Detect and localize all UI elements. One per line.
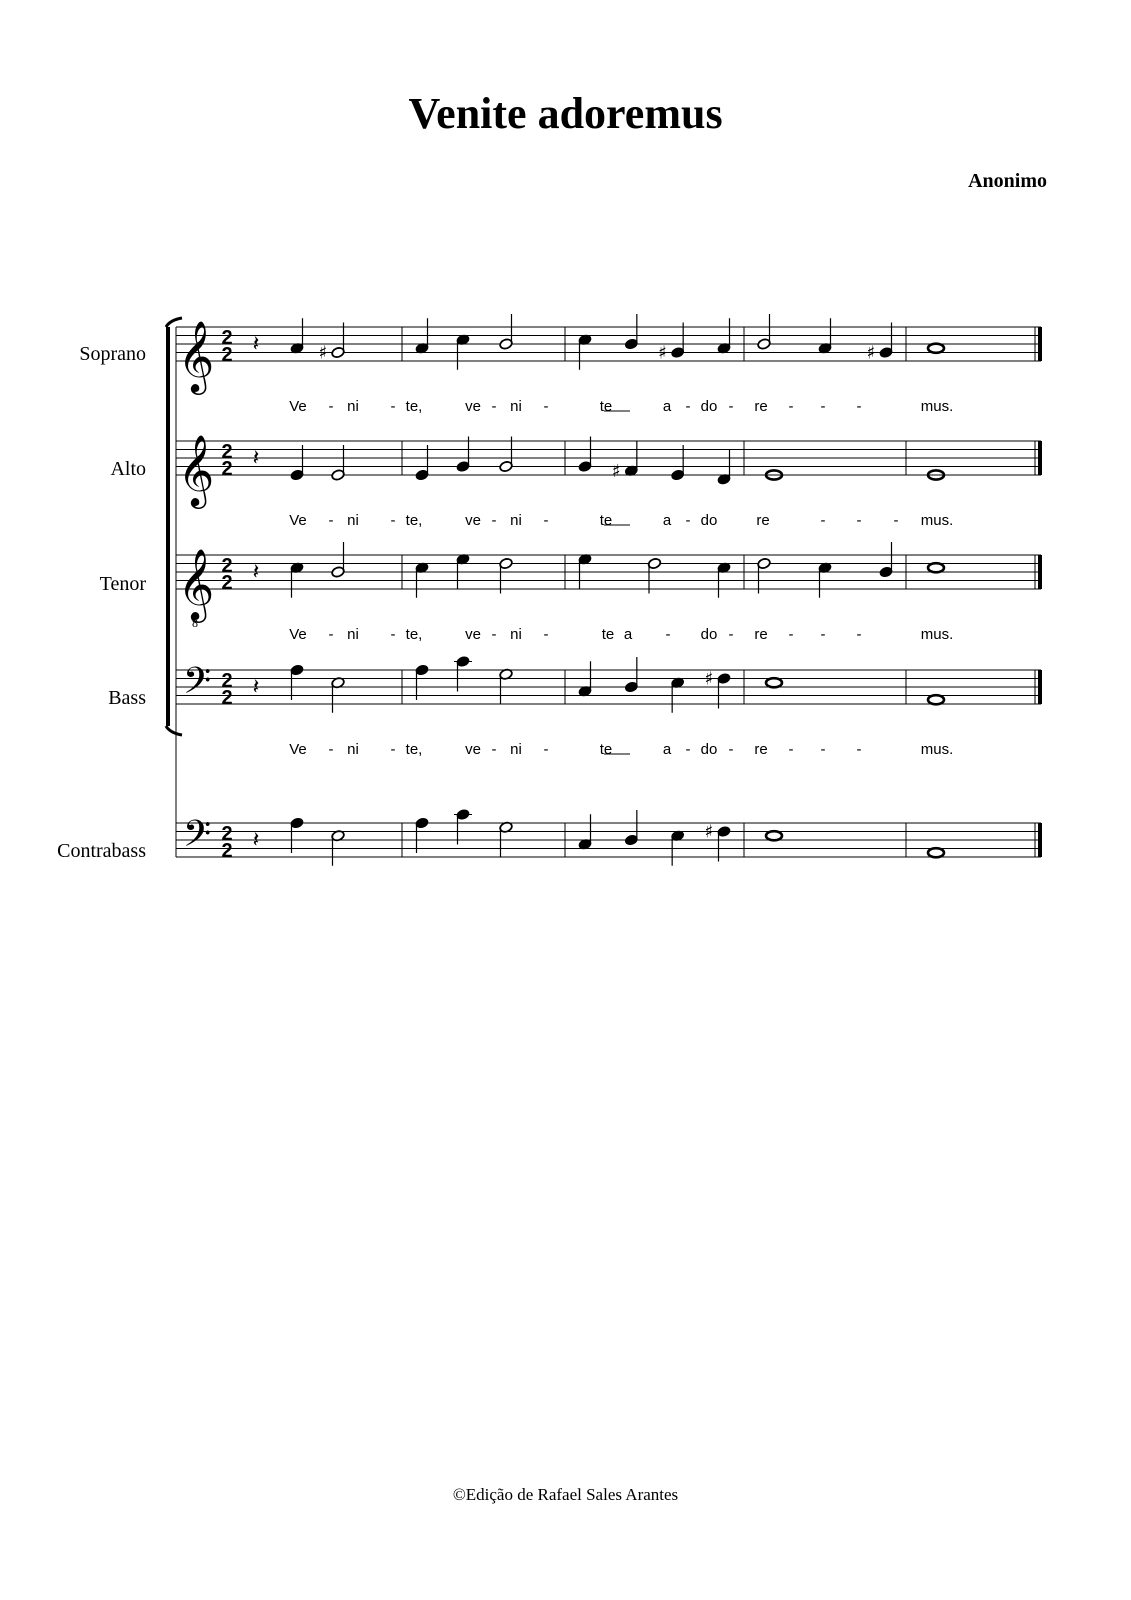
lyric-syllable: re: [754, 398, 768, 415]
page-title: Venite adoremus: [408, 89, 723, 138]
final-barline-thick: [1038, 555, 1042, 589]
bass-clef: 𝄢: [182, 660, 212, 711]
lyric-hyphen: -: [685, 512, 691, 529]
lyric-hyphen: -: [820, 398, 826, 415]
lyric-hyphen: -: [685, 398, 691, 415]
staff-soprano: [176, 327, 1042, 361]
staff-tenor: [176, 555, 1042, 589]
lyric-syllable: mus.: [920, 512, 954, 529]
lyric-syllable: Ve: [289, 512, 307, 529]
treble-clef: 𝄞: [177, 433, 215, 506]
lyric-syllable: ni: [510, 398, 522, 415]
lyric-syllable: te,: [405, 626, 423, 643]
treble-clef: 𝄞: [177, 547, 215, 620]
lyric-hyphen: -: [820, 741, 826, 758]
lyric-syllable: re: [756, 512, 770, 529]
staff-contrabass: [176, 823, 1042, 857]
lyric-syllable: a: [662, 512, 672, 529]
lyric-hyphen: -: [491, 626, 497, 643]
time-signature-denominator: 2: [221, 458, 233, 480]
lyric-syllable: ni: [347, 626, 359, 643]
lyric-hyphen: -: [543, 626, 549, 643]
lyric-hyphen: -: [390, 741, 396, 758]
time-signature-denominator: 2: [221, 840, 233, 862]
lyric-hyphen: -: [856, 398, 862, 415]
instrument-label-tenor: Tenor: [99, 573, 146, 595]
staff-alto: [176, 441, 1042, 475]
sharp-accidental: ♯: [658, 342, 668, 364]
whole-note: [928, 695, 944, 704]
lyric-hyphen: -: [728, 626, 734, 643]
staff-bass: [176, 670, 1042, 704]
lyric-syllable: mus.: [920, 741, 954, 758]
lyric-hyphen: -: [390, 626, 396, 643]
lyric-hyphen: -: [728, 741, 734, 758]
instrument-label-contrabass: Contrabass: [57, 840, 146, 862]
lyric-syllable: ve: [465, 741, 481, 758]
lyric-hyphen: -: [328, 741, 334, 758]
lyric-hyphen: -: [328, 626, 334, 643]
lyric-hyphen: -: [685, 741, 691, 758]
sharp-accidental: ♯: [704, 668, 714, 690]
lyric-syllable: ni: [510, 741, 522, 758]
lyric-hyphen: -: [543, 741, 549, 758]
time-signature-numerator: 2: [221, 555, 233, 577]
time-signature-numerator: 2: [221, 670, 233, 692]
lyric-syllable: do: [700, 398, 718, 415]
lyric-syllable: te,: [405, 398, 423, 415]
lyric-syllable: ni: [347, 741, 359, 758]
lyric-syllable: te,: [405, 512, 423, 529]
sharp-accidental: ♯: [611, 460, 621, 482]
lyric-syllable: ni: [347, 512, 359, 529]
whole-note: [928, 848, 944, 857]
lyric-syllable: Ve: [289, 398, 307, 415]
lyric-syllable: do: [700, 626, 718, 643]
lyric-syllable: a: [662, 398, 672, 415]
treble-clef: 𝄞: [177, 319, 215, 392]
bass-clef: 𝄢: [182, 813, 212, 864]
lyric-hyphen: -: [856, 626, 862, 643]
final-barline-thick: [1038, 441, 1042, 475]
final-barline-thick: [1038, 823, 1042, 857]
final-barline-thick: [1038, 327, 1042, 361]
lyric-syllable: ni: [510, 512, 522, 529]
lyric-syllable: mus.: [920, 398, 954, 415]
lyric-hyphen: -: [491, 741, 497, 758]
lyric-hyphen: -: [491, 398, 497, 415]
sharp-accidental: ♯: [866, 342, 876, 364]
lyric-syllable: Ve: [289, 626, 307, 643]
octave-marker: 8: [192, 616, 198, 630]
whole-note: [766, 831, 782, 840]
quarter-rest: 𝄽: [252, 332, 260, 357]
quarter-rest: 𝄽: [252, 675, 260, 700]
lyric-syllable: te: [599, 512, 613, 529]
lyric-hyphen: -: [543, 512, 549, 529]
lyric-syllable: ni: [347, 398, 359, 415]
whole-note: [766, 678, 782, 687]
lyric-syllable: a: [662, 741, 672, 758]
lyric-syllable: te,: [405, 741, 423, 758]
whole-note: [928, 563, 944, 572]
instrument-label-alto: Alto: [110, 458, 146, 480]
lyric-syllable: te: [599, 741, 613, 758]
lyric-syllable: te: [599, 398, 613, 415]
lyric-syllable: re: [754, 626, 768, 643]
lyric-syllable: ni: [510, 626, 522, 643]
time-signature-denominator: 2: [221, 344, 233, 366]
sharp-accidental: ♯: [704, 821, 714, 843]
choir-bracket-bottom: [166, 726, 182, 735]
lyric-hyphen: -: [665, 626, 671, 643]
lyric-hyphen: -: [390, 398, 396, 415]
final-barline-thick: [1038, 670, 1042, 704]
time-signature-numerator: 2: [221, 823, 233, 845]
lyric-hyphen: -: [820, 512, 826, 529]
lyric-hyphen: -: [390, 512, 396, 529]
sharp-accidental: ♯: [318, 342, 328, 364]
time-signature-denominator: 2: [221, 572, 233, 594]
copyright-footer: ©Edição de Rafael Sales Arantes: [452, 1485, 679, 1504]
lyric-syllable: do: [700, 512, 718, 529]
lyric-hyphen: -: [328, 398, 334, 415]
lyric-hyphen: -: [856, 512, 862, 529]
lyric-hyphen: -: [856, 741, 862, 758]
lyric-hyphen: -: [788, 626, 794, 643]
lyric-hyphen: -: [543, 398, 549, 415]
lyric-hyphen: -: [893, 512, 899, 529]
choir-bracket: [166, 327, 170, 726]
lyric-hyphen: -: [728, 398, 734, 415]
whole-note: [928, 344, 944, 353]
lyric-syllable: ve: [465, 398, 481, 415]
lyric-syllable: ve: [465, 512, 481, 529]
lyric-hyphen: -: [328, 512, 334, 529]
quarter-rest: 𝄽: [252, 828, 260, 853]
lyric-hyphen: -: [788, 398, 794, 415]
quarter-rest: 𝄽: [252, 560, 260, 585]
quarter-rest: 𝄽: [252, 446, 260, 471]
lyric-hyphen: -: [820, 626, 826, 643]
instrument-label-bass: Bass: [108, 687, 146, 709]
lyric-syllable: a: [623, 626, 633, 643]
time-signature-denominator: 2: [221, 687, 233, 709]
time-signature-numerator: 2: [221, 441, 233, 463]
lyric-syllable: te: [601, 626, 615, 643]
lyric-syllable: mus.: [920, 626, 954, 643]
lyric-hyphen: -: [491, 512, 497, 529]
lyric-syllable: re: [754, 741, 768, 758]
instrument-label-soprano: Soprano: [79, 343, 146, 365]
lyric-syllable: do: [700, 741, 718, 758]
lyric-syllable: Ve: [289, 741, 307, 758]
composer-name: Anonimo: [968, 170, 1047, 192]
lyric-hyphen: -: [788, 741, 794, 758]
lyric-syllable: ve: [465, 626, 481, 643]
time-signature-numerator: 2: [221, 327, 233, 349]
